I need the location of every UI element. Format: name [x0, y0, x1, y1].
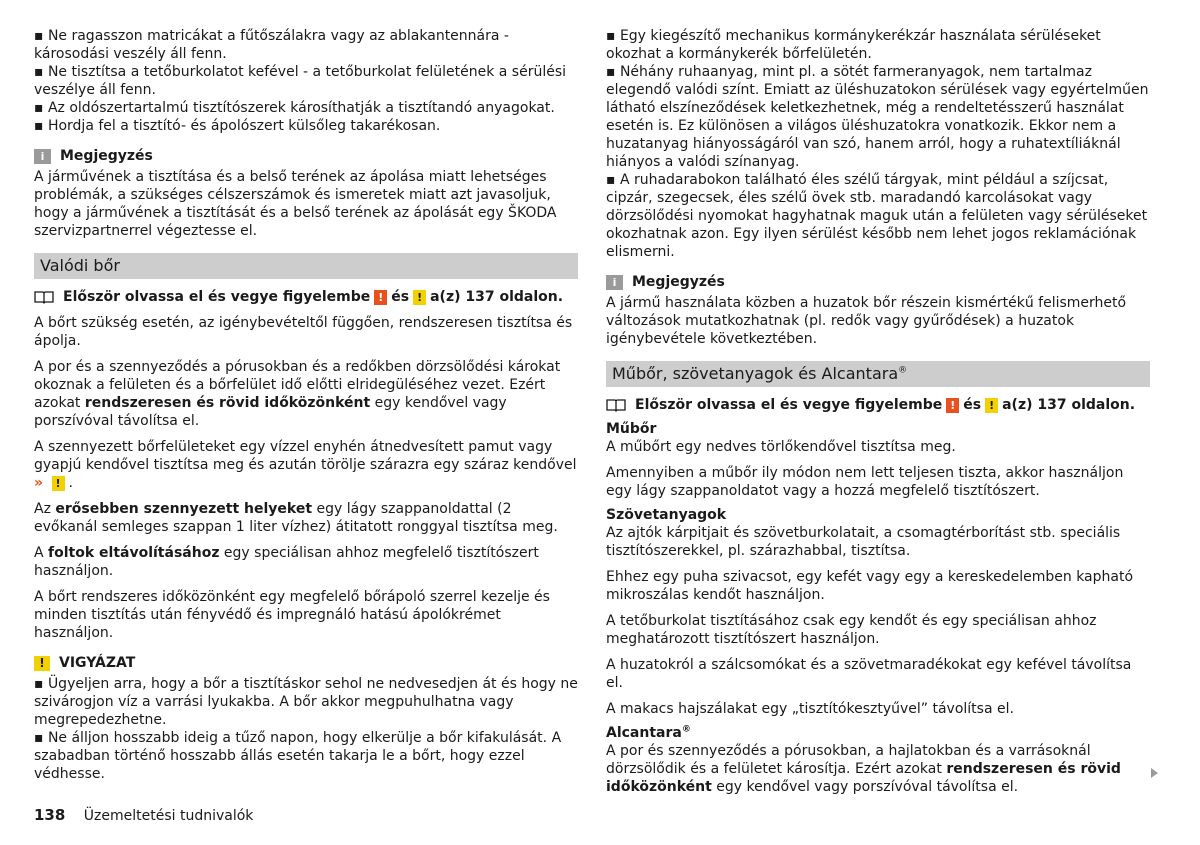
subheading-mubor: Műbőr [606, 421, 657, 437]
paragraph: Ehhez egy puha szivacsot, egy kefét vagy egy a kereskedelemben kapható mikroszálas kendőt használjon. [606, 569, 1134, 603]
list-item: ▪ Ügyeljen arra, hogy a bőr a tisztításkor sehol ne nedvesedjen át és hogy ne szivárogjon víz a varrási lyukakba. A bőr akkor megpuhulhatna vagy megrepedezhetne. [34, 676, 578, 728]
paragraph: A por és szennyeződés a pórusokban, a hajlatokban és a varrásoknál dörzsölődik és a felületet károsítja. Ezért azokat rendszeresen és rövid időközönként egy kendővel vagy porszívóval távolítsa el. [606, 743, 1121, 795]
paragraph: A por és a szennyeződés a pórusokban és a redőkben dörzsölődési károkat okoznak a felületen és a bőrfelület idő előtti elridegüléséhez vezet. Ezért azokat rendszeresen és rövid időközönként egy kendővel vagy porszívóval távolítsa el. [34, 359, 561, 429]
danger-icon: ! [946, 398, 959, 413]
section-heading-mubor: Műbőr, szövetanyagok és Alcantara® [606, 361, 1150, 387]
list-item: ▪ Néhány ruhaanyag, mint pl. a sötét farmeranyagok, nem tartalmaz elegendő valódi színt. Emiatt az üléshuzatokon sérülések vagy egyértelműen látható elszíneződések keletkezhetnek, még a rendeltetésszerű használat esetén is. Ez különösen a világos üléshuzatokra vonatkozik. Ekkor nem a huzatanyag hiányosságáról van szó, hanem arról, hogy a ruhatextíliáknál hiányos a valódi színanyag. [606, 64, 1149, 170]
right-column [606, 27, 1150, 796]
list-item: ▪ Egy kiegészítő mechanikus kormánykerékzár használata sérüléseket okozhat a kormánykerék bőrfelületén. [606, 28, 1101, 62]
paragraph: Amennyiben a műbőr ily módon nem lett teljesen tiszta, akkor használjon egy lágy szappanoldatot vagy a hozzá megfelelő tisztítószert. [606, 465, 1124, 499]
danger-icon: ! [374, 290, 387, 305]
warning-icon: ! [34, 656, 50, 671]
chapter-title: Üzemeltetési tudnivalók [83, 808, 254, 824]
info-icon: i [34, 149, 51, 164]
paragraph: A huzatokról a szálcsomókat és a szövetmaradékokat egy kefével távolítsa el. [606, 657, 1132, 691]
book-icon [606, 398, 626, 412]
warning-heading [34, 654, 578, 672]
list-item: ▪ Hordja fel a tisztító- és ápolószert külsőleg takarékosan. [34, 118, 441, 134]
next-page-arrow-icon[interactable] [1151, 768, 1158, 778]
read-first-line: Először olvassa el és vegye figyelembe ! és ! a(z) 137 oldalon. [34, 288, 578, 306]
paragraph: A makacs hajszálakat egy „tisztítókesztyűvel” távolítsa el. [606, 701, 1014, 717]
warning-icon: ! [52, 476, 65, 491]
left-column [34, 27, 578, 783]
subheading-alcantara: Alcantara® [606, 724, 691, 741]
list-item: ▪ Ne ragasszon matricákat a fűtőszálakra vagy az ablakantennára - károsodási veszély áll fenn. [34, 28, 509, 62]
page-number: 138 [34, 806, 66, 824]
info-icon: i [606, 275, 623, 290]
note-heading [606, 273, 1150, 291]
list-item: ▪ A ruhadarabokon található éles szélű tárgyak, mint például a szíjcsat, cipzár, szegecsek, éles szélű övek stb. maradandó karcolásokat vagy dörzsölődési nyomokat hagyhatnak maguk után a felületen vagy sérüléseket okozhatnak azon. Egy ilyen sérülést később nem lehet jogos reklamációnak elismerni. [606, 172, 1148, 260]
book-icon [34, 290, 54, 304]
section-heading-valodi-bor: Valódi bőr [34, 253, 578, 279]
list-item: ▪ Ne tisztítsa a tetőburkolatot kefével - a tetőburkolat felületének a sérülési veszélye áll fenn. [34, 64, 567, 98]
paragraph: A bőrt rendszeres időközönként egy megfelelő bőrápoló szerrel kezelje és minden tisztítás után fényvédő és impregnáló hatású ápolókrémet használjon. [34, 589, 550, 641]
paragraph: Az ajtók kárpitjait és szövetburkolatait, a csomagtérborítást stb. speciális tisztítószerekkel, pl. szárazhabbal, tisztítsa. [606, 525, 1121, 559]
paragraph: A tetőburkolat tisztításához csak egy kendőt és egy speciálisan ahhoz meghatározott tisztítószert használjon. [606, 613, 1097, 647]
list-item: ▪ Ne álljon hosszabb ideig a tűző napon, hogy elkerülje a bőr kifakulását. A szabadban történő hosszabb állás esetén takarja le a bőrt, hogy ezzel védhesse. [34, 730, 562, 782]
page-footer [34, 806, 253, 825]
paragraph: A szennyezett bőrfelületeket egy vízzel enyhén átnedvesített pamut vagy gyapjú kendővel tisztítsa meg és azután törölje szárazra egy száraz kendővel » ! . [34, 439, 577, 491]
note-text: A jármű használata közben a huzatok bőr részein kismértékű felismerhető változások mutatkozhatnak (pl. redők vagy gyűrődések) a huzatok igénybevétele következtében. [606, 295, 1127, 347]
reference-arrow[interactable]: » [34, 475, 44, 491]
note-title: Megjegyzés [60, 148, 153, 164]
subheading-szovetanyagok: Szövetanyagok [606, 507, 727, 523]
list-item: ▪ Az oldószertartalmú tisztítószerek károsíthatják a tisztítandó anyagokat. [34, 100, 555, 116]
paragraph: A műbőrt egy nedves törlőkendővel tisztítsa meg. [606, 439, 956, 455]
paragraph: A bőrt szükség esetén, az igénybevételtől függően, rendszeresen tisztítsa és ápolja. [34, 315, 573, 349]
warning-icon: ! [985, 398, 998, 413]
warning-title: VIGYÁZAT [59, 655, 136, 671]
note-text: A járművének a tisztítása és a belső terének az ápolása miatt lehetséges problémák, a szükséges célszerszámok és ismeretek miatt azt javasoljuk, hogy a járművének a tisztítását és a belső terének az ápolását egy ŠKODA szervizpartnerrel végeztesse el. [34, 169, 557, 239]
note-title: Megjegyzés [632, 274, 725, 290]
paragraph: A foltok eltávolításához egy speciálisan ahhoz megfelelő tisztítószert használjon. [34, 545, 539, 579]
paragraph: Az erősebben szennyezett helyeket egy lágy szappanoldattal (2 evőkanál semleges szappan 1 liter vízhez) átitatott ronggyal tisztítsa meg. [34, 501, 558, 535]
warning-icon: ! [413, 290, 426, 305]
note-heading [34, 147, 578, 165]
read-first-line: Először olvassa el és vegye figyelembe ! és ! a(z) 137 oldalon. [606, 396, 1150, 414]
